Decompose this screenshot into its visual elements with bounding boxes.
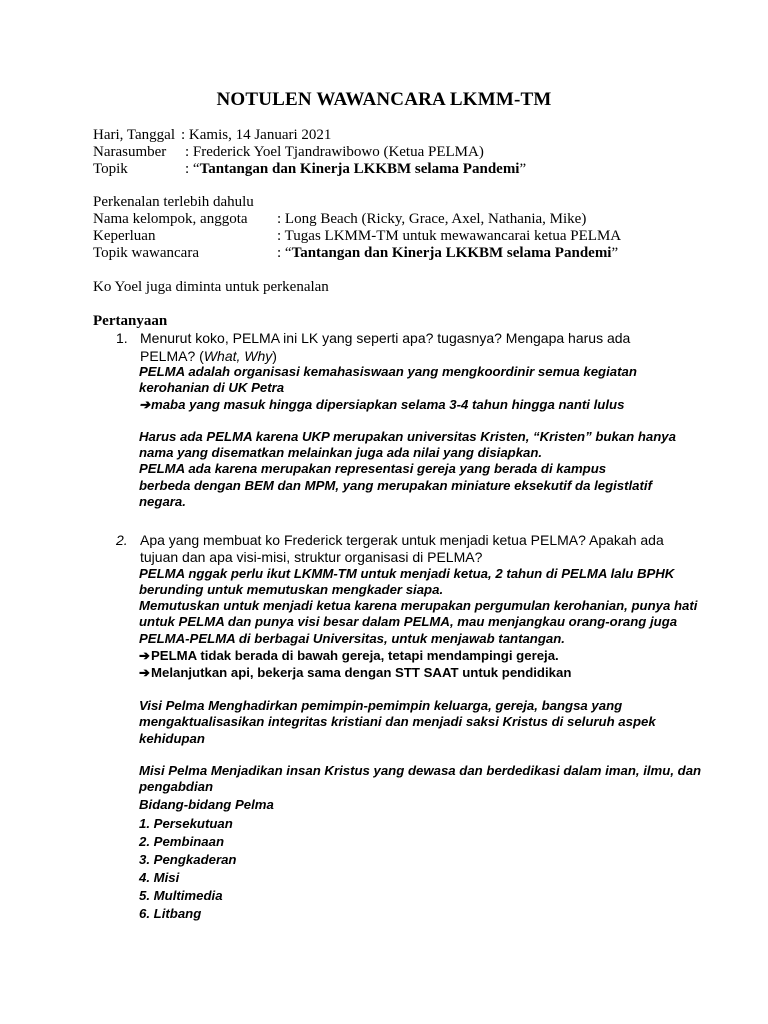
intro-value-topik (277, 245, 618, 262)
q1-arrow-text: maba yang masuk hingga dipersiapkan selama 3-4 tahun hingga nanti lulus (151, 397, 625, 412)
bidang-item: 2. Pembinaan (139, 834, 225, 849)
bidang-item: 3. Pengkaderan (139, 852, 237, 867)
intro-label-topik: Topik wawancara (93, 245, 199, 261)
intro-label-keperluan: Keperluan (93, 228, 156, 244)
bidang-item: 1. Persekutuan (139, 816, 233, 831)
intro-label-kelompok: Nama kelompok, anggota (93, 211, 248, 227)
intro-value-kelompok: : Long Beach (Ricky, Grace, Axel, Nathania, Mike) (277, 211, 587, 227)
topik-close-quote: ” (519, 161, 527, 177)
q1-number: 1. (116, 330, 128, 346)
info-row-hari (93, 127, 693, 144)
intro-topik-open-quote: : “ (277, 245, 292, 261)
visi-line: mengaktualisasikan integritas kristiani dan menjadi saksi Kristus di seluruh aspek (139, 714, 656, 729)
info-value-topik (185, 161, 526, 178)
q2-line-1: Apa yang membuat ko Frederick tergerak untuk menjadi ketua PELMA? Apakah ada (140, 532, 664, 548)
intro-topik-close-quote: ” (611, 245, 619, 261)
info-row-narasumber (93, 144, 693, 161)
q2-arrow-line (139, 665, 571, 681)
q1-line-2-suffix: ) (272, 348, 277, 364)
intro-row-kelompok (93, 211, 693, 228)
info-value-narasumber: : Frederick Yoel Tjandrawibowo (Ketua PELMA) (185, 144, 484, 160)
q1-line-2 (140, 347, 277, 365)
q2-answer-line: untuk PELMA dan punya visi besar dalam PELMA, mau menjangkau orang-orang juga (139, 614, 678, 629)
q1-answer2-line: Harus ada PELMA karena UKP merupakan universitas Kristen, “Kristen” bukan hanya (139, 429, 676, 444)
topik-open-quote: : “ (185, 161, 200, 177)
q2-answer-line: berunding untuk memutuskan mengkader siapa. (139, 582, 444, 597)
q2-arrow-line (139, 648, 559, 664)
q1-answer2-line: negara. (139, 494, 186, 509)
visi-line: Visi Pelma Menghadirkan pemimpin-pemimpin keluarga, gereja, bangsa yang (139, 698, 623, 713)
misi-line: Misi Pelma Menjadikan insan Kristus yang dewasa dan berdedikasi dalam iman, ilmu, dan (139, 763, 702, 778)
info-label-topik: Topik (93, 161, 128, 177)
q1-answer2-line: berbeda dengan BEM dan MPM, yang merupakan miniature eksekutif da legistlatif (139, 478, 652, 493)
q2-number: 2. (116, 532, 128, 548)
document-title: NOTULEN WAWANCARA LKMM-TM (216, 89, 552, 110)
q2-arrow-text: Melanjutkan api, bekerja sama dengan STT SAAT untuk pendidikan (151, 665, 572, 680)
info-label-narasumber: Narasumber (93, 144, 167, 160)
intro-heading: Perkenalan terlebih dahulu (93, 194, 254, 210)
q1-answer-line: PELMA adalah organisasi kemahasiswaan yang mengkoordinir semua kegiatan (139, 364, 637, 379)
bidang-item: 4. Misi (139, 870, 180, 885)
q2-answer-line: PELMA nggak perlu ikut LKMM-TM untuk menjadi ketua, 2 tahun di PELMA lalu BPHK (139, 566, 675, 581)
info-row-topik (93, 161, 693, 178)
q1-line-2-italic: What, Why (203, 348, 273, 364)
q2-arrow-text: PELMA tidak berada di bawah gereja, tetapi mendampingi gereja. (151, 648, 559, 663)
q2-line-2: tujuan dan apa visi-misi, struktur organisasi di PELMA? (140, 549, 483, 565)
arrow-icon: ➔ (139, 397, 151, 412)
arrow-icon: ➔ (139, 648, 151, 663)
q1-arrow-line (139, 397, 624, 413)
info-label-hari: Hari, Tanggal (93, 127, 175, 143)
visi-line: kehidupan (139, 731, 205, 746)
q1-answer-line: kerohanian di UK Petra (139, 380, 285, 395)
pertanyaan-heading: Pertanyaan (93, 313, 168, 329)
intro-row-topik (93, 245, 693, 262)
arrow-icon: ➔ (139, 665, 151, 680)
q1-answer2-line: nama yang disematkan melainkan juga ada nilai yang disiapkan. (139, 445, 543, 460)
q1-line-1: Menurut koko, PELMA ini LK yang seperti apa? tugasnya? Mengapa harus ada (140, 330, 631, 346)
intro-value-keperluan: : Tugas LKMM-TM untuk mewawancarai ketua PELMA (277, 228, 622, 244)
ko-yoel-note: Ko Yoel juga diminta untuk perkenalan (93, 279, 329, 295)
intro-row-keperluan (93, 228, 693, 245)
bidang-item: 5. Multimedia (139, 888, 223, 903)
q1-line-2-prefix: PELMA? ( (140, 348, 204, 364)
misi-line: pengabdian (139, 779, 213, 794)
q2-answer-line: PELMA-PELMA di berbagai Universitas, untuk menjawab tantangan. (139, 631, 565, 646)
q1-answer2-line: PELMA ada karena merupakan representasi gereja yang berada di kampus (139, 461, 607, 476)
topik-title: Tantangan dan Kinerja LKKBM selama Pandemi (199, 161, 520, 177)
info-value-hari: : Kamis, 14 Januari 2021 (181, 127, 332, 143)
bidang-heading: Bidang-bidang Pelma (139, 797, 274, 812)
bidang-item: 6. Litbang (139, 906, 202, 921)
q2-answer-line: Memutuskan untuk menjadi ketua karena merupakan pergumulan kerohanian, punya hati (139, 598, 698, 613)
intro-topik-title: Tantangan dan Kinerja LKKBM selama Pandemi (291, 245, 612, 261)
